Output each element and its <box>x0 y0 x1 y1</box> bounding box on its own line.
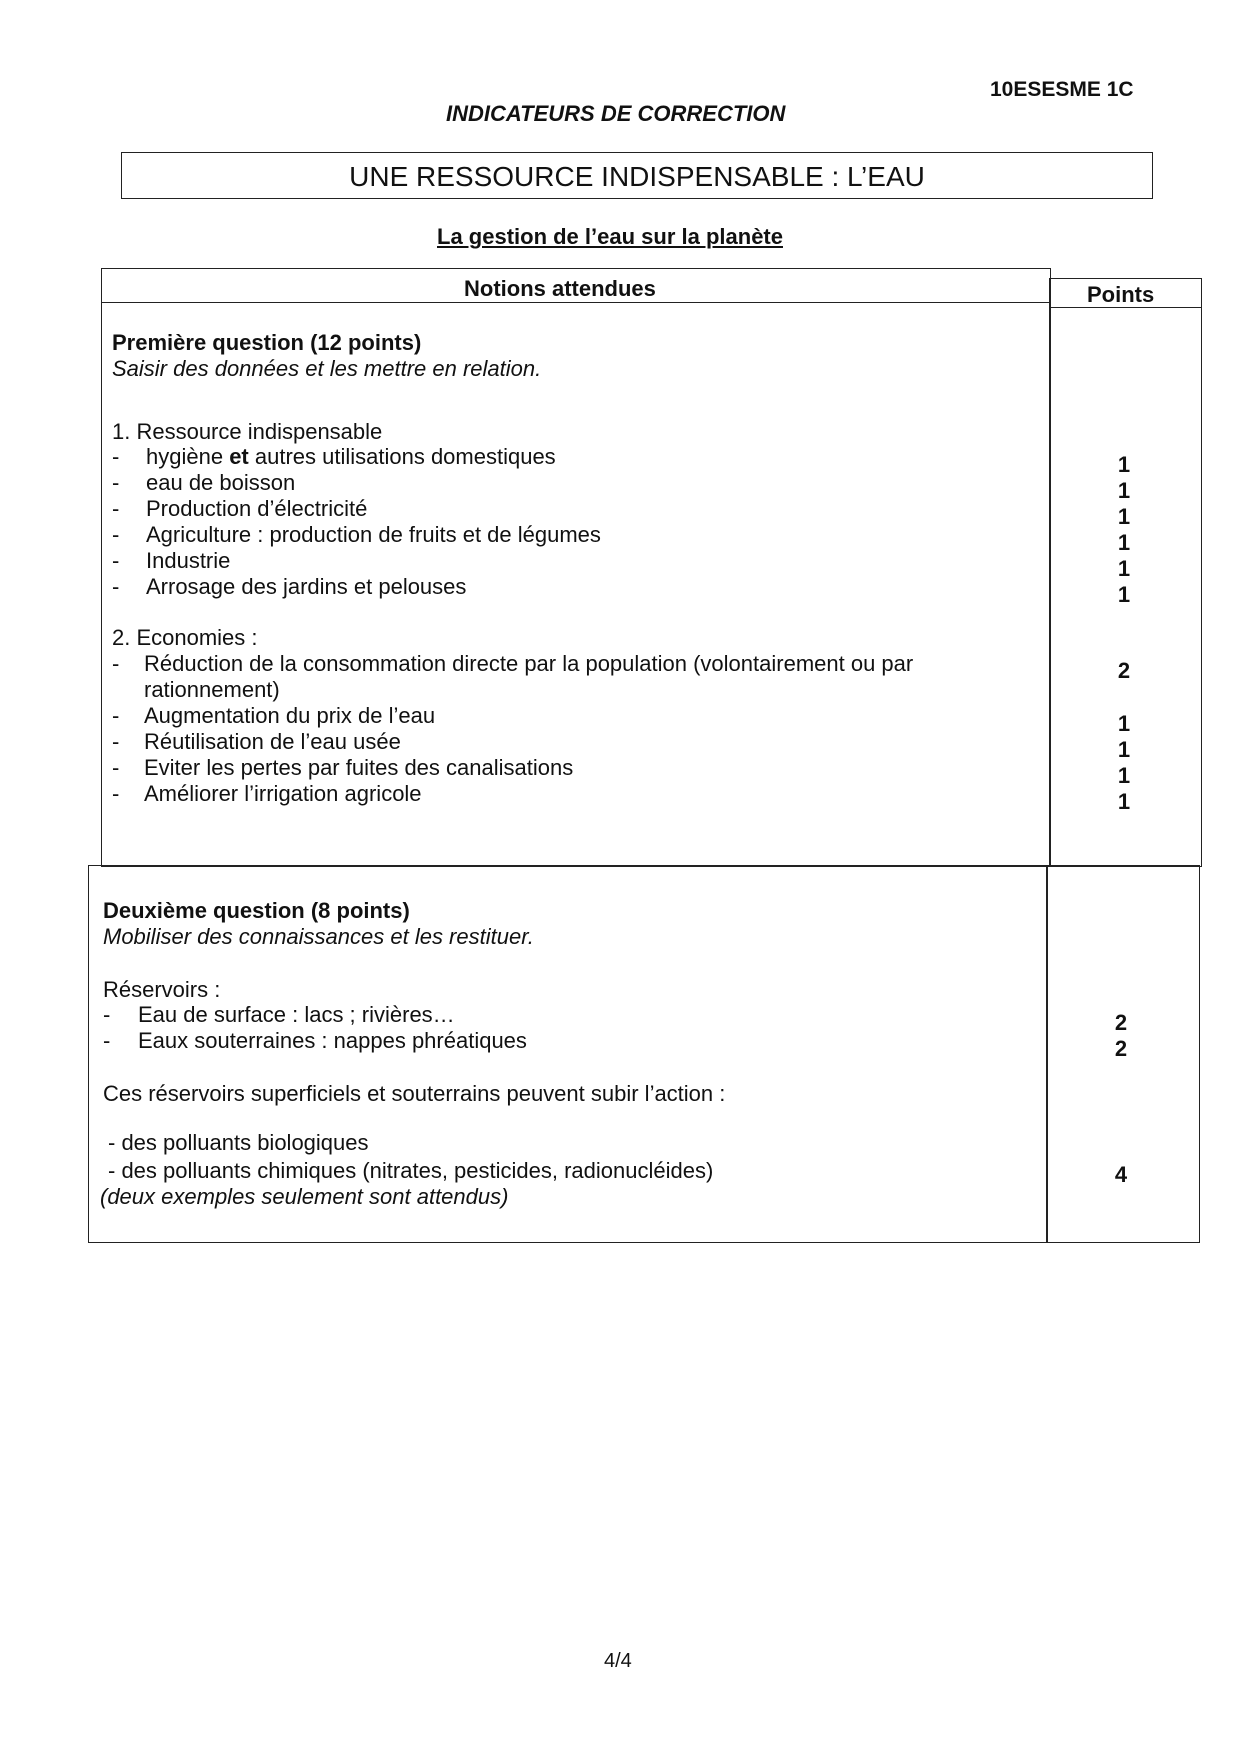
bullet-dash: - <box>112 522 120 547</box>
points-value: 4 <box>1114 1162 1128 1187</box>
bullet-dash: - <box>103 1002 111 1027</box>
q1-item-electricite: Production d’électricité <box>146 496 368 521</box>
bullet-dash: - <box>112 703 120 728</box>
bullet-dash: - <box>112 444 120 469</box>
document-code: 10ESESME 1C <box>990 78 1134 101</box>
points-column-header: Points <box>1087 282 1155 307</box>
points-value: 2 <box>1114 1036 1128 1061</box>
q1-title: Première question (12 points) <box>112 330 422 355</box>
item-text: autres utilisations domestiques <box>248 444 556 469</box>
points-value: 1 <box>1117 556 1131 581</box>
notions-column-header: Notions attendues <box>464 276 656 301</box>
q1-item-prix: Augmentation du prix de l’eau <box>144 703 436 728</box>
q1-section1-heading: 1. Ressource indispensable <box>112 419 383 444</box>
main-title-box <box>121 152 1153 199</box>
item-text: hygiène <box>146 444 230 469</box>
points-value: 1 <box>1117 763 1131 788</box>
q2-instruction: Mobiliser des connaissances et les restituer. <box>103 924 534 949</box>
correction-table <box>98 268 1200 1253</box>
q2-action-text: Ces réservoirs superficiels et souterrains peuvent subir l’action : <box>103 1081 726 1106</box>
bullet-dash: - <box>112 496 120 521</box>
q2-pollutant-chemical: - des polluants chimiques (nitrates, pesticides, radionucléides) <box>108 1158 714 1183</box>
points-value: 1 <box>1117 530 1131 555</box>
points-value: 1 <box>1117 452 1131 477</box>
q1-item-pertes: Eviter les pertes par fuites des canalisations <box>144 755 574 780</box>
item-text-bold: et <box>229 444 249 469</box>
points-value: 1 <box>1117 504 1131 529</box>
q1-instruction: Saisir des données et les mettre en relation. <box>112 356 542 381</box>
section-subtitle: La gestion de l’eau sur la planète <box>437 224 783 249</box>
q1-item-boisson: eau de boisson <box>146 470 296 495</box>
q1-item-agriculture: Agriculture : production de fruits et de légumes <box>146 522 601 547</box>
points-value: 1 <box>1117 737 1131 762</box>
q1-item-arrosage: Arrosage des jardins et pelouses <box>146 574 467 599</box>
points-value: 2 <box>1114 1010 1128 1035</box>
bullet-dash: - <box>112 651 120 676</box>
page-number: 4/4 <box>604 1650 632 1672</box>
bullet-dash: - <box>112 548 120 573</box>
points-value: 1 <box>1117 711 1131 736</box>
points-value: 1 <box>1117 478 1131 503</box>
q1-item-industrie: Industrie <box>146 548 231 573</box>
points-value: 2 <box>1117 658 1131 683</box>
q1-item-reutilisation: Réutilisation de l’eau usée <box>144 729 401 754</box>
q1-item-irrigation: Améliorer l’irrigation agricole <box>144 781 422 806</box>
bullet-dash: - <box>103 1028 111 1053</box>
points-value: 1 <box>1117 582 1131 607</box>
q2-item-souterraines: Eaux souterraines : nappes phréatiques <box>138 1028 527 1053</box>
bullet-dash: - <box>112 755 120 780</box>
main-title: UNE RESSOURCE INDISPENSABLE : L’EAU <box>349 161 925 192</box>
q1-item-reduction-cont: rationnement) <box>144 677 280 702</box>
document-title: INDICATEURS DE CORRECTION <box>446 101 786 126</box>
q2-note: (deux exemples seulement sont attendus) <box>100 1184 509 1209</box>
bullet-dash: - <box>112 781 120 806</box>
q2-reservoirs-heading: Réservoirs : <box>103 977 221 1002</box>
q1-item-reduction: Réduction de la consommation directe par la population (volontairement ou par <box>144 651 914 676</box>
bullet-dash: - <box>112 729 120 754</box>
q2-pollutant-biological: - des polluants biologiques <box>108 1130 369 1155</box>
q2-item-surface: Eau de surface : lacs ; rivières… <box>138 1002 455 1027</box>
points-value: 1 <box>1117 789 1131 814</box>
q2-title: Deuxième question (8 points) <box>103 898 410 923</box>
q1-item-hygiene <box>146 444 556 470</box>
bullet-dash: - <box>112 574 120 599</box>
q1-section2-heading: 2. Economies : <box>112 625 258 650</box>
bullet-dash: - <box>112 470 120 495</box>
